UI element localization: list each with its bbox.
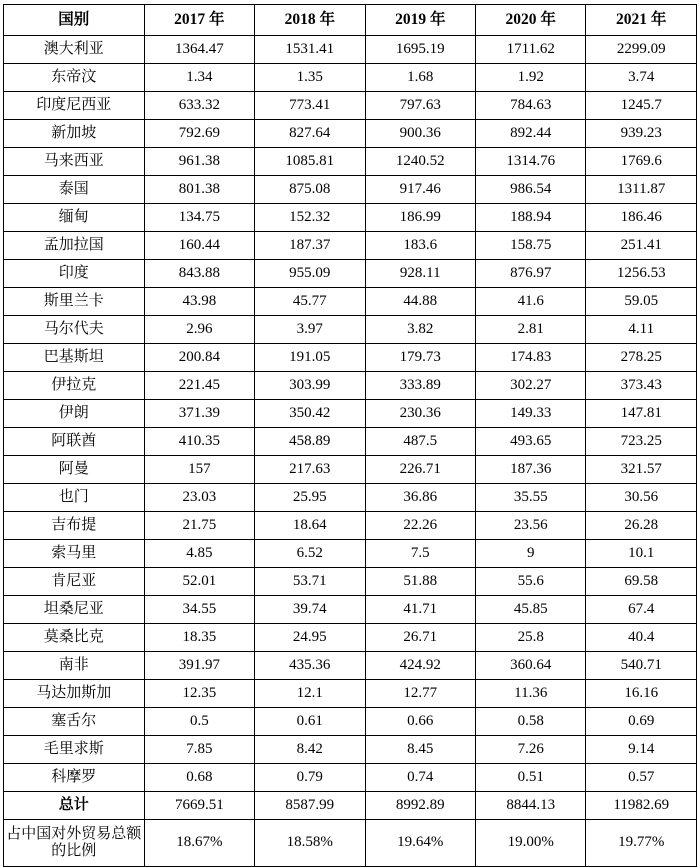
column-header-country: 国别 <box>4 5 145 36</box>
value-2020: 2.81 <box>476 316 586 344</box>
value-2020: 892.44 <box>476 120 586 148</box>
value-2019: 3.82 <box>365 316 475 344</box>
value-2020: 986.54 <box>476 176 586 204</box>
value-2020: 35.55 <box>476 484 586 512</box>
value-2019: 183.6 <box>365 232 475 260</box>
value-2017: 1364.47 <box>144 36 254 64</box>
trade-data-table <box>3 4 697 867</box>
value-2020: 23.56 <box>476 512 586 540</box>
value-2017: 34.55 <box>144 596 254 624</box>
value-2019: 1.68 <box>365 64 475 92</box>
value-2020: 174.83 <box>476 344 586 372</box>
value-2018: 875.08 <box>255 176 365 204</box>
value-2018: 303.99 <box>255 372 365 400</box>
value-2020: 41.6 <box>476 288 586 316</box>
table-row <box>4 120 697 148</box>
value-2017: 18.35 <box>144 624 254 652</box>
value-2019: 797.63 <box>365 92 475 120</box>
value-2018: 53.71 <box>255 568 365 596</box>
value-2017: 157 <box>144 456 254 484</box>
value-2021: 3.74 <box>586 64 697 92</box>
country-name: 伊朗 <box>4 400 145 428</box>
value-2019: 12.77 <box>365 680 475 708</box>
table-row <box>4 148 697 176</box>
value-2019: 44.88 <box>365 288 475 316</box>
value-2019: 186.99 <box>365 204 475 232</box>
value-2019: 226.71 <box>365 456 475 484</box>
value-2017: 801.38 <box>144 176 254 204</box>
value-2020: 25.8 <box>476 624 586 652</box>
value-2017: 792.69 <box>144 120 254 148</box>
value-2018: 187.37 <box>255 232 365 260</box>
country-name: 马尔代夫 <box>4 316 145 344</box>
country-name: 泰国 <box>4 176 145 204</box>
value-2019: 900.36 <box>365 120 475 148</box>
country-name: 科摩罗 <box>4 764 145 792</box>
table-header <box>4 5 697 36</box>
value-2020: 45.85 <box>476 596 586 624</box>
total-2020: 8844.13 <box>476 792 586 820</box>
table-row <box>4 400 697 428</box>
value-2017: 410.35 <box>144 428 254 456</box>
value-2020: 7.26 <box>476 736 586 764</box>
value-2018: 18.64 <box>255 512 365 540</box>
country-name: 塞舌尔 <box>4 708 145 736</box>
total-2018: 8587.99 <box>255 792 365 820</box>
ratio-2020: 19.00% <box>476 820 586 867</box>
value-2018: 8.42 <box>255 736 365 764</box>
value-2018: 6.52 <box>255 540 365 568</box>
value-2019: 928.11 <box>365 260 475 288</box>
country-name: 斯里兰卡 <box>4 288 145 316</box>
value-2018: 350.42 <box>255 400 365 428</box>
value-2017: 0.68 <box>144 764 254 792</box>
column-header-2020: 2020 年 <box>476 5 586 36</box>
table-row <box>4 92 697 120</box>
value-2019: 230.36 <box>365 400 475 428</box>
header-row <box>4 5 697 36</box>
country-name: 阿曼 <box>4 456 145 484</box>
value-2017: 12.35 <box>144 680 254 708</box>
table-row <box>4 456 697 484</box>
country-name: 新加坡 <box>4 120 145 148</box>
country-name: 澳大利亚 <box>4 36 145 64</box>
value-2019: 8.45 <box>365 736 475 764</box>
value-2020: 149.33 <box>476 400 586 428</box>
value-2019: 7.5 <box>365 540 475 568</box>
country-name: 南非 <box>4 652 145 680</box>
country-name: 吉布提 <box>4 512 145 540</box>
value-2019: 51.88 <box>365 568 475 596</box>
value-2020: 876.97 <box>476 260 586 288</box>
column-header-2019: 2019 年 <box>365 5 475 36</box>
value-2017: 2.96 <box>144 316 254 344</box>
table-row <box>4 624 697 652</box>
value-2021: 4.11 <box>586 316 697 344</box>
value-2021: 278.25 <box>586 344 697 372</box>
value-2021: 67.4 <box>586 596 697 624</box>
ratio-label: 占中国对外贸易总额的比例 <box>4 820 145 867</box>
ratio-2019: 19.64% <box>365 820 475 867</box>
country-name: 伊拉克 <box>4 372 145 400</box>
country-name: 印度尼西亚 <box>4 92 145 120</box>
value-2018: 0.79 <box>255 764 365 792</box>
value-2021: 40.4 <box>586 624 697 652</box>
table-row <box>4 344 697 372</box>
value-2020: 1711.62 <box>476 36 586 64</box>
table-row <box>4 764 697 792</box>
value-2021: 1769.6 <box>586 148 697 176</box>
value-2017: 633.32 <box>144 92 254 120</box>
value-2020: 187.36 <box>476 456 586 484</box>
value-2019: 333.89 <box>365 372 475 400</box>
value-2018: 39.74 <box>255 596 365 624</box>
value-2020: 784.63 <box>476 92 586 120</box>
value-2018: 0.61 <box>255 708 365 736</box>
value-2017: 961.38 <box>144 148 254 176</box>
value-2021: 0.69 <box>586 708 697 736</box>
table-row <box>4 736 697 764</box>
country-name: 印度 <box>4 260 145 288</box>
value-2019: 0.66 <box>365 708 475 736</box>
value-2019: 22.26 <box>365 512 475 540</box>
value-2021: 186.46 <box>586 204 697 232</box>
value-2018: 458.89 <box>255 428 365 456</box>
value-2021: 373.43 <box>586 372 697 400</box>
value-2018: 152.32 <box>255 204 365 232</box>
table-row <box>4 260 697 288</box>
column-header-2017: 2017 年 <box>144 5 254 36</box>
value-2018: 435.36 <box>255 652 365 680</box>
country-name: 阿联酋 <box>4 428 145 456</box>
value-2018: 45.77 <box>255 288 365 316</box>
value-2021: 321.57 <box>586 456 697 484</box>
value-2018: 3.97 <box>255 316 365 344</box>
value-2018: 773.41 <box>255 92 365 120</box>
value-2018: 191.05 <box>255 344 365 372</box>
country-name: 孟加拉国 <box>4 232 145 260</box>
value-2021: 16.16 <box>586 680 697 708</box>
ratio-2021: 19.77% <box>586 820 697 867</box>
ratio-2018: 18.58% <box>255 820 365 867</box>
country-name: 巴基斯坦 <box>4 344 145 372</box>
value-2020: 0.51 <box>476 764 586 792</box>
table-body <box>4 36 697 867</box>
value-2019: 179.73 <box>365 344 475 372</box>
value-2017: 21.75 <box>144 512 254 540</box>
value-2017: 371.39 <box>144 400 254 428</box>
table-row <box>4 176 697 204</box>
value-2020: 158.75 <box>476 232 586 260</box>
country-name: 也门 <box>4 484 145 512</box>
value-2021: 26.28 <box>586 512 697 540</box>
value-2017: 23.03 <box>144 484 254 512</box>
country-name: 索马里 <box>4 540 145 568</box>
table-row <box>4 232 697 260</box>
value-2020: 1.92 <box>476 64 586 92</box>
total-row <box>4 792 697 820</box>
value-2020: 9 <box>476 540 586 568</box>
value-2017: 843.88 <box>144 260 254 288</box>
value-2017: 1.34 <box>144 64 254 92</box>
table-row <box>4 596 697 624</box>
value-2020: 188.94 <box>476 204 586 232</box>
value-2018: 25.95 <box>255 484 365 512</box>
value-2021: 59.05 <box>586 288 697 316</box>
value-2021: 939.23 <box>586 120 697 148</box>
country-name: 马来西亚 <box>4 148 145 176</box>
value-2021: 30.56 <box>586 484 697 512</box>
table-row <box>4 652 697 680</box>
value-2019: 41.71 <box>365 596 475 624</box>
value-2020: 0.58 <box>476 708 586 736</box>
ratio-row <box>4 820 697 867</box>
value-2021: 1311.87 <box>586 176 697 204</box>
value-2019: 1240.52 <box>365 148 475 176</box>
value-2021: 251.41 <box>586 232 697 260</box>
value-2019: 36.86 <box>365 484 475 512</box>
value-2021: 0.57 <box>586 764 697 792</box>
table-row <box>4 540 697 568</box>
value-2017: 391.97 <box>144 652 254 680</box>
table-row <box>4 36 697 64</box>
value-2018: 1531.41 <box>255 36 365 64</box>
country-name: 肯尼亚 <box>4 568 145 596</box>
column-header-2021: 2021 年 <box>586 5 697 36</box>
table-row <box>4 680 697 708</box>
total-label: 总计 <box>4 792 145 820</box>
table-row <box>4 64 697 92</box>
value-2017: 4.85 <box>144 540 254 568</box>
table-row <box>4 372 697 400</box>
value-2017: 134.75 <box>144 204 254 232</box>
value-2019: 917.46 <box>365 176 475 204</box>
value-2021: 723.25 <box>586 428 697 456</box>
value-2018: 955.09 <box>255 260 365 288</box>
value-2020: 302.27 <box>476 372 586 400</box>
value-2019: 26.71 <box>365 624 475 652</box>
value-2017: 43.98 <box>144 288 254 316</box>
value-2020: 55.6 <box>476 568 586 596</box>
value-2018: 24.95 <box>255 624 365 652</box>
value-2021: 2299.09 <box>586 36 697 64</box>
value-2020: 493.65 <box>476 428 586 456</box>
value-2018: 827.64 <box>255 120 365 148</box>
value-2018: 12.1 <box>255 680 365 708</box>
value-2021: 9.14 <box>586 736 697 764</box>
table-row <box>4 484 697 512</box>
value-2021: 147.81 <box>586 400 697 428</box>
value-2019: 0.74 <box>365 764 475 792</box>
value-2020: 1314.76 <box>476 148 586 176</box>
country-name: 坦桑尼亚 <box>4 596 145 624</box>
country-name: 缅甸 <box>4 204 145 232</box>
value-2021: 540.71 <box>586 652 697 680</box>
table-row <box>4 288 697 316</box>
country-name: 莫桑比克 <box>4 624 145 652</box>
value-2017: 200.84 <box>144 344 254 372</box>
table-row <box>4 316 697 344</box>
total-2017: 7669.51 <box>144 792 254 820</box>
value-2019: 487.5 <box>365 428 475 456</box>
country-name: 马达加斯加 <box>4 680 145 708</box>
country-name: 毛里求斯 <box>4 736 145 764</box>
value-2019: 424.92 <box>365 652 475 680</box>
ratio-2017: 18.67% <box>144 820 254 867</box>
value-2019: 1695.19 <box>365 36 475 64</box>
value-2017: 221.45 <box>144 372 254 400</box>
table-row <box>4 204 697 232</box>
value-2020: 11.36 <box>476 680 586 708</box>
total-2021: 11982.69 <box>586 792 697 820</box>
value-2017: 52.01 <box>144 568 254 596</box>
value-2018: 1085.81 <box>255 148 365 176</box>
value-2017: 160.44 <box>144 232 254 260</box>
value-2021: 69.58 <box>586 568 697 596</box>
table-row <box>4 428 697 456</box>
value-2017: 7.85 <box>144 736 254 764</box>
value-2021: 1245.7 <box>586 92 697 120</box>
value-2018: 217.63 <box>255 456 365 484</box>
table-row <box>4 708 697 736</box>
value-2017: 0.5 <box>144 708 254 736</box>
country-name: 东帝汶 <box>4 64 145 92</box>
value-2021: 1256.53 <box>586 260 697 288</box>
value-2020: 360.64 <box>476 652 586 680</box>
table-row <box>4 568 697 596</box>
total-2019: 8992.89 <box>365 792 475 820</box>
value-2018: 1.35 <box>255 64 365 92</box>
table-row <box>4 512 697 540</box>
value-2021: 10.1 <box>586 540 697 568</box>
column-header-2018: 2018 年 <box>255 5 365 36</box>
